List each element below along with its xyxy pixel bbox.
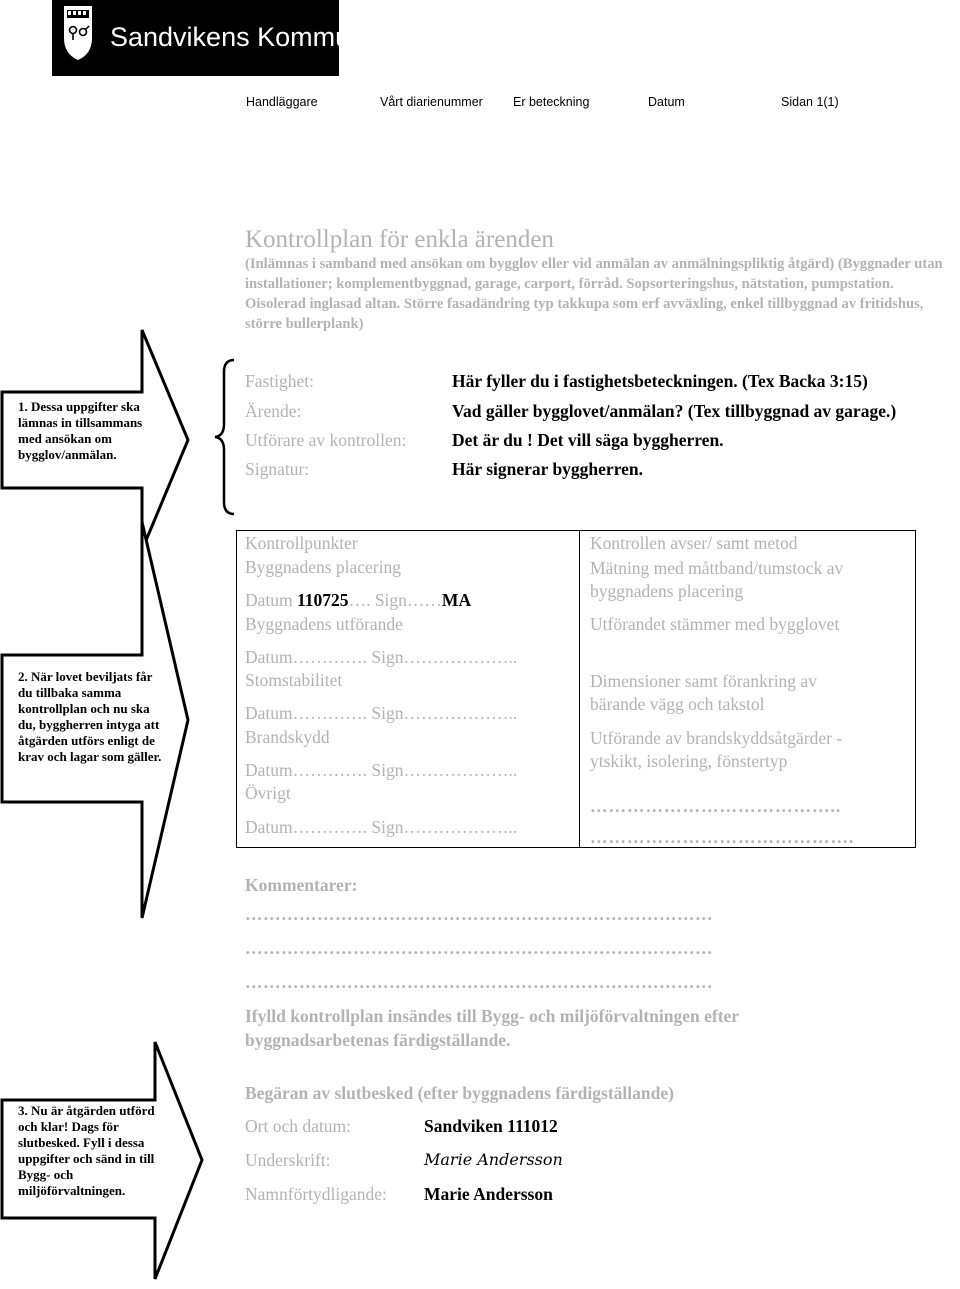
header-handlaggare: Handläggare	[246, 95, 318, 109]
row2-datum-sign: Datum…………. Sign………………..	[245, 647, 518, 667]
table-divider	[579, 531, 580, 847]
row1-method: Mätning med måttband/tumstock av byggnadens placering	[590, 558, 844, 601]
col2-header: Kontrollen avser/ samt metod	[590, 533, 798, 553]
row4-method: Utförande av brandskyddsåtgärder - ytskikt, isolering, fönstertyp	[590, 728, 843, 771]
namn-value: Marie Andersson	[424, 1184, 553, 1204]
header-datum: Datum	[648, 95, 685, 109]
row5-datum-sign: Datum…………. Sign………………..	[245, 817, 518, 837]
comment-line-3: ……………………………………………………………………	[245, 972, 713, 992]
row5-dots-1: …………………………………..	[590, 796, 842, 816]
header-beteckning: Er beteckning	[513, 95, 590, 109]
utforare-value: Det är du ! Det vill säga byggherren.	[452, 430, 724, 450]
arrow-2-text: 2. När lovet beviljats får du tillbaka samma kontrollplan och nu ska du, byggherren intyga att åtgärden utförs enligt de krav och lagar som gäller.	[18, 669, 162, 764]
logo-text: Sandvikens Kommun	[110, 22, 366, 52]
row1-datum-value: 110725	[297, 590, 349, 610]
row2-method: Utförandet stämmer med bygglovet	[590, 614, 840, 634]
page-title: Kontrollplan för enkla ärenden	[245, 226, 554, 253]
row1-datum-label: Datum	[245, 590, 293, 610]
comments-label: Kommentarer:	[245, 875, 358, 895]
row1-sign-dots: …. Sign……	[348, 590, 442, 610]
municipality-logo	[52, 0, 366, 76]
row3-datum-sign: Datum…………. Sign………………..	[245, 703, 518, 723]
namn-label: Namnförtydligande:	[245, 1184, 387, 1204]
page-subtitle: (Inlämnas i samband med ansökan om bygglov eller vid anmälan av anmälningspliktig åtgärd) (Byggnader utan installationer; komplementbyggnad, garage, carport, förråd. Sopsorteringshus, nätstation, pumpstation. Oisolerad inglasad altan. Större fasadändring typ takkupa som erf avväxling, enkel tillbyggnad av fritidshus, större bullerplank)	[245, 256, 943, 332]
row5-dots-2: …………………………………….	[590, 827, 855, 847]
col1-header: Kontrollpunkter	[245, 533, 358, 553]
row1-title: Byggnadens placering	[245, 557, 401, 577]
fastighet-value: Här fyller du i fastighetsbeteckningen. (Tex Backa 3:15)	[452, 371, 868, 391]
fastighet-label: Fastighet:	[245, 371, 315, 391]
row5-title: Övrigt	[245, 783, 291, 803]
arrow-3-text: 3. Nu är åtgärden utförd och klar! Dags för slutbesked. Fyll i dessa uppgifter och sänd in till Bygg- och miljöförvaltningen.	[18, 1103, 155, 1198]
arende-value: Vad gäller bygglovet/anmälan? (Tex tillbyggnad av garage.)	[452, 401, 897, 421]
row3-title: Stomstabilitet	[245, 670, 343, 690]
underskrift-label: Underskrift:	[245, 1150, 331, 1170]
signatur-value: Här signerar byggherren.	[452, 459, 644, 479]
row4-title: Brandskydd	[245, 727, 330, 747]
arrow-1-text: 1. Dessa uppgifter ska lämnas in tillsammans med ansökan om bygglov/anmälan.	[18, 399, 143, 462]
crest-icon	[62, 4, 94, 62]
header-diarienummer: Vårt diarienummer	[380, 95, 483, 109]
signature-value: Marie Andersson	[424, 1150, 563, 1169]
utforare-label: Utförare av kontrollen:	[245, 430, 407, 450]
row1-datum-sign	[245, 590, 471, 611]
comments-note: Ifylld kontrollplan insändes till Bygg- och miljöförvaltningen efter byggnadsarbetenas färdigställande.	[245, 1006, 739, 1050]
ort-label: Ort och datum:	[245, 1116, 351, 1136]
header-page-number: Sidan 1(1)	[781, 95, 839, 109]
row1-sign-value: MA	[441, 590, 472, 610]
row3-method: Dimensioner samt förankring av bärande vägg och takstol	[590, 671, 817, 714]
comment-line-2: ……………………………………………………………………	[245, 938, 713, 958]
comment-line-1: ……………………………………………………………………	[245, 904, 713, 924]
row4-datum-sign: Datum…………. Sign………………..	[245, 760, 518, 780]
row2-title: Byggnadens utförande	[245, 614, 403, 634]
brace-icon	[212, 358, 238, 516]
signatur-label: Signatur:	[245, 459, 310, 479]
final-heading: Begäran av slutbesked (efter byggnadens färdigställande)	[245, 1083, 674, 1103]
arende-label: Ärende:	[245, 401, 302, 421]
ort-value: Sandviken 111012	[424, 1116, 558, 1136]
